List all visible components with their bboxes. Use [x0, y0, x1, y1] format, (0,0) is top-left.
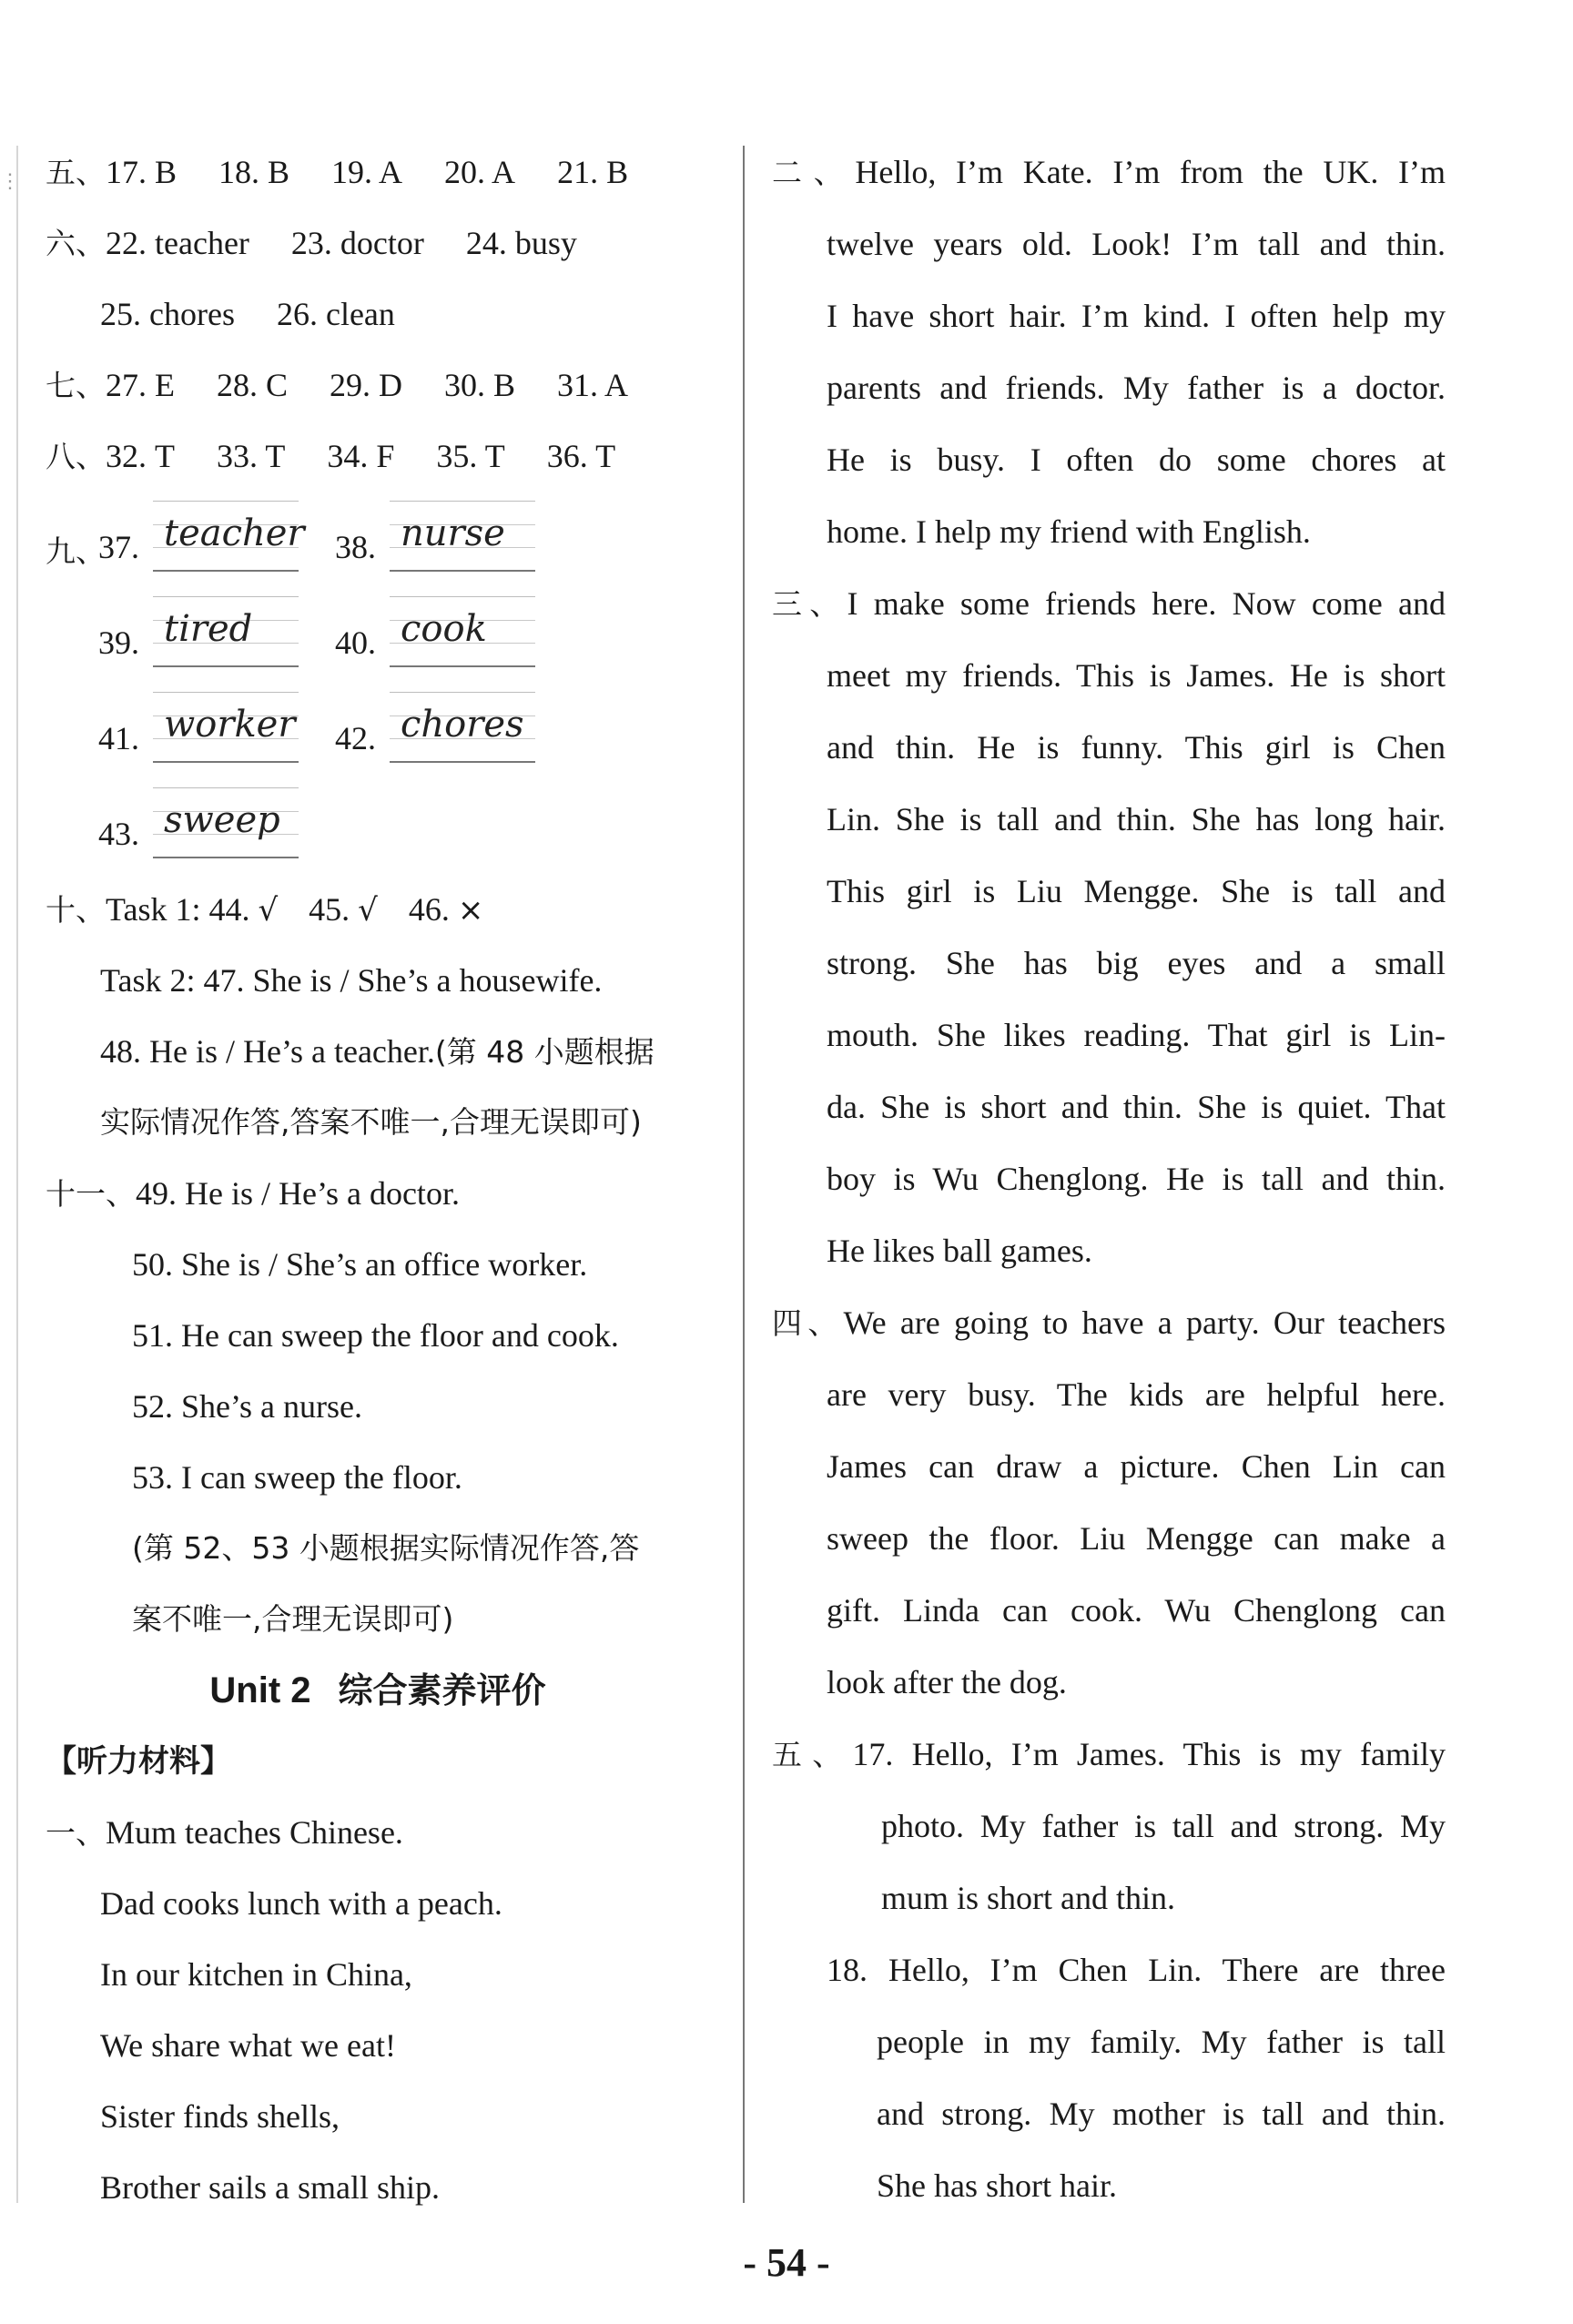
cross-mark-icon: × — [457, 892, 484, 929]
answer: 35. T — [436, 438, 505, 474]
answer-50: 50. She is / She’s an office worker. — [132, 1246, 588, 1283]
item-number: 46. — [408, 891, 450, 928]
passage-line: gift. Linda can cook. Wu Chenglong can — [827, 1592, 1446, 1629]
answer: 33. T — [217, 438, 286, 474]
passage-line: home. I help my friend with English. — [827, 513, 1311, 550]
passage-text: We are going to have a party. Our teachers — [843, 1304, 1446, 1341]
handwriting-box — [390, 692, 535, 763]
answer: 26. clean — [276, 296, 395, 332]
passage-line: are very busy. The kids are helpful here. — [827, 1376, 1446, 1413]
poem-line: In our kitchen in China, — [100, 1956, 412, 1993]
passage-line: I have short hair. I’m kind. I often help my — [827, 298, 1446, 334]
item-number: 39. — [98, 624, 139, 661]
passage-text: Hello, I’m Kate. I’m from the UK. I’m — [855, 154, 1446, 190]
section-number: 八、 — [46, 439, 106, 474]
answer-49: 49. He is / He’s a doctor. — [136, 1175, 460, 1212]
left-column — [46, 137, 737, 2223]
unit-title-cn: 综合素养评价 — [338, 1670, 546, 1710]
binding-edge-mark: ⋮ — [0, 169, 20, 192]
section-number: 十、 — [46, 892, 106, 928]
passage-line — [772, 1287, 1446, 1359]
answer-line-8 — [46, 421, 737, 492]
section-number: 五、 — [772, 1737, 853, 1772]
poem-line: Sister finds shells, — [100, 2098, 340, 2135]
check-mark-icon: √ — [358, 892, 378, 929]
answer: 23. doctor — [290, 225, 424, 261]
handwritten-answer: teacher — [164, 512, 305, 554]
item-number: 45. — [309, 891, 350, 928]
item-number: 37. — [98, 529, 139, 565]
passage-line: He likes ball games. — [827, 1233, 1092, 1269]
item-number: 43. — [98, 816, 139, 852]
handwritten-answer: cook — [401, 608, 487, 650]
handwriting-row-3 — [46, 683, 737, 778]
handwriting-box — [153, 501, 305, 572]
passage-line: parents and friends. My father is a doctor. — [827, 370, 1446, 406]
section-number: 三、 — [772, 586, 847, 622]
passage-line: James can draw a picture. Chen Lin can — [827, 1448, 1446, 1485]
answer: 34. F — [327, 438, 395, 474]
handwritten-answer: tired — [164, 608, 253, 650]
answer: 20. A — [444, 154, 516, 190]
passage-line: boy is Wu Chenglong. He is tall and thin. — [827, 1161, 1446, 1197]
section-number: 二、 — [772, 155, 856, 190]
passage-line: This girl is Liu Mengge. She is tall and — [827, 873, 1446, 909]
answer: 30. B — [444, 367, 516, 403]
answer-note-line: (第 52、53 小题根据实际情况作答,答 — [132, 1530, 640, 1566]
passage-text: I make some friends here. Now come and — [847, 585, 1446, 622]
handwritten-answer: nurse — [401, 512, 505, 554]
item-number: 40. — [335, 624, 376, 661]
handwritten-answer: sweep — [164, 799, 280, 841]
task1-label: Task 1: 44. — [106, 891, 250, 928]
section-number: 十一、 — [46, 1176, 136, 1212]
handwriting-row-2 — [46, 587, 737, 683]
right-column — [772, 137, 1446, 2222]
section-number: 四、 — [772, 1305, 844, 1341]
answer: 17. B — [106, 154, 178, 190]
answer: 24. busy — [465, 225, 577, 261]
passage-line: people in my family. My father is tall — [877, 2024, 1446, 2060]
poem-text: Mum teaches Chinese. — [106, 1814, 403, 1851]
answer-48-line — [46, 1016, 737, 1087]
passage-line: look after the dog. — [827, 1664, 1067, 1700]
handwriting-box — [390, 596, 535, 667]
answer: 29. D — [330, 367, 403, 403]
passage-line: twelve years old. Look! I’m tall and thin. — [827, 226, 1446, 262]
answer-note-line: 实际情况作答,答案不唯一,合理无误即可) — [100, 1104, 642, 1140]
passage-line: da. She is short and thin. She is quiet. That — [827, 1089, 1446, 1125]
handwriting-box — [153, 692, 299, 763]
passage-line: mouth. She likes reading. That girl is Lin- — [827, 1017, 1446, 1053]
answer: 19. A — [331, 154, 403, 190]
answer: 25. chores — [100, 296, 235, 332]
page-number: - 54 - — [743, 2240, 830, 2285]
section-number: 一、 — [46, 1815, 106, 1851]
answer-line-10 — [46, 874, 737, 945]
answer: 27. E — [106, 367, 175, 403]
answer: 31. A — [557, 367, 629, 403]
handwritten-answer: chores — [401, 704, 524, 746]
answer-line-6b — [46, 279, 737, 350]
handwriting-row-4 — [46, 778, 737, 874]
passage-line — [772, 1719, 1446, 1791]
passage-line: 18. Hello, I’m Chen Lin. There are three — [827, 1952, 1446, 1988]
passage-line: strong. She has big eyes and a small — [827, 945, 1446, 981]
passage-line: mum is short and thin. — [881, 1880, 1175, 1916]
poem-line: Brother sails a small ship. — [100, 2169, 440, 2206]
passage-text: 17. Hello, I’m James. This is my family — [852, 1736, 1446, 1772]
passage-line: meet my friends. This is James. He is short — [827, 657, 1446, 694]
answer-line-6 — [46, 208, 737, 279]
answer-line-5 — [46, 137, 737, 208]
poem-line: We share what we eat! — [100, 2027, 396, 2064]
answer-note: (第 48 小题根据 — [434, 1034, 655, 1070]
answer-line-11 — [46, 1158, 737, 1229]
binding-edge-line — [16, 146, 18, 2203]
passage-line: sweep the floor. Liu Mengge can make a — [827, 1520, 1446, 1557]
answer: 18. B — [218, 154, 290, 190]
handwriting-box — [153, 596, 299, 667]
item-number: 41. — [98, 720, 139, 756]
column-divider — [743, 146, 745, 2203]
task2-line: Task 2: 47. She is / She’s a housewife. — [100, 962, 603, 999]
handwriting-box — [390, 501, 535, 572]
unit-title-en: Unit 2 — [209, 1670, 311, 1710]
passage-line — [772, 137, 1446, 208]
handwriting-box — [153, 787, 299, 858]
check-mark-icon: √ — [258, 892, 279, 929]
answer-note-line: 案不唯一,合理无误即可) — [132, 1601, 454, 1637]
passage-line: He is busy. I often do some chores at — [827, 441, 1446, 478]
answer: 21. B — [557, 154, 629, 190]
poem-line — [46, 1797, 737, 1868]
item-number: 38. — [335, 529, 376, 565]
passage-line: Lin. She is tall and thin. She has long hair. — [827, 801, 1446, 837]
answer: 22. teacher — [106, 225, 249, 261]
answer: 32. T — [106, 438, 175, 474]
section-number: 六、 — [46, 226, 106, 261]
answer-line-7 — [46, 350, 737, 421]
passage-line: and thin. He is funny. This girl is Chen — [827, 729, 1446, 766]
answer: 36. T — [546, 438, 616, 474]
answer-51: 51. He can sweep the floor and cook. — [132, 1317, 619, 1354]
passage-line: photo. My father is tall and strong. My — [881, 1808, 1446, 1844]
answer-52: 52. She’s a nurse. — [132, 1388, 362, 1425]
passage-line — [772, 568, 1446, 640]
handwriting-row-1 — [46, 492, 737, 587]
passage-line: She has short hair. — [877, 2167, 1117, 2204]
section-number: 九、 — [46, 533, 106, 569]
listening-materials-heading: 【听力材料】 — [46, 1743, 231, 1780]
handwritten-answer: worker — [164, 704, 296, 746]
answer-48: 48. He is / He’s a teacher. — [100, 1033, 435, 1070]
unit-title — [46, 1655, 710, 1726]
section-number: 七、 — [46, 368, 106, 403]
answer-53: 53. I can sweep the floor. — [132, 1459, 462, 1496]
passage-line: and strong. My mother is tall and thin. — [877, 2096, 1446, 2132]
answer: 28. C — [217, 367, 289, 403]
section-number: 五、 — [46, 155, 106, 190]
item-number: 42. — [335, 720, 376, 756]
poem-line: Dad cooks lunch with a peach. — [100, 1885, 502, 1922]
